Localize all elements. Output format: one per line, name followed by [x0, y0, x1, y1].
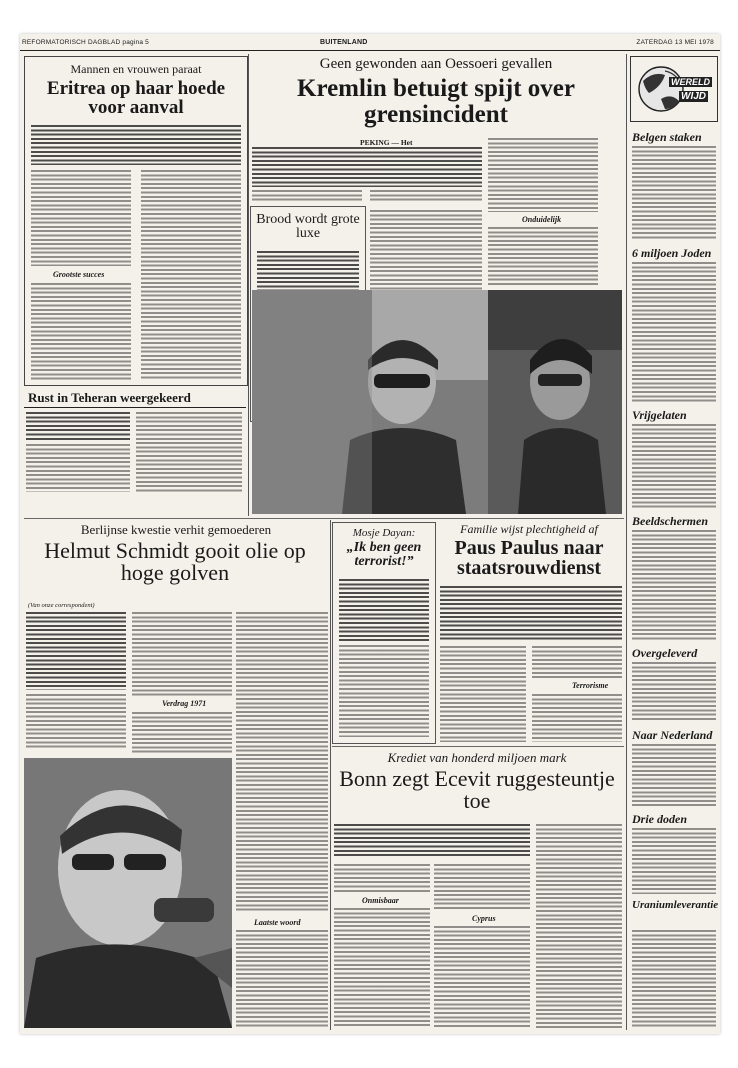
sidebar-item-title: 6 miljoen Joden	[632, 246, 712, 260]
eritrea-subhead: Grootste succes	[53, 270, 105, 279]
schmidt-kicker: Berlijnse kwestie verhit gemoederen	[80, 522, 272, 537]
schmidt-column-3b	[236, 930, 328, 1028]
teheran-rule	[24, 407, 246, 408]
sidebar-item-text	[632, 662, 716, 722]
sidebar-item-text	[632, 828, 716, 894]
paus-column-1	[440, 646, 526, 742]
kremlin-dateline: PEKING — Het	[360, 138, 413, 147]
eritrea-column-1b	[31, 283, 131, 381]
schmidt-subhead-2: Laatste woord	[254, 918, 301, 927]
sidebar-item-text	[632, 530, 716, 640]
eritrea-lead	[31, 125, 241, 165]
schmidt-subhead-1: Verdrag 1971	[162, 699, 207, 708]
sidebar-item-title: Overgeleverd	[632, 646, 698, 660]
sidebar-item-title: Beeldschermen	[632, 514, 708, 528]
kremlin-column-2	[370, 190, 482, 202]
schmidt-column-1	[26, 694, 126, 750]
section-label: BUITENLAND	[320, 39, 368, 46]
ecevit-kicker: Krediet van honderd miljoen mark	[387, 750, 567, 765]
ecevit-column-1	[334, 864, 430, 892]
kremlin-kicker: Geen gewonden aan Oessoeri gevallen	[319, 56, 553, 72]
logo-line-1: WERELD	[671, 77, 710, 87]
schmidt-byline: (Van onze correspondent)	[28, 602, 95, 609]
paus-headline: Paus Paulus naar staatsrouwdienst	[454, 537, 604, 580]
column-divider	[330, 520, 331, 1030]
masthead-rule	[20, 50, 720, 51]
news-photo-left	[252, 290, 488, 514]
section-divider	[24, 518, 624, 519]
kremlin-lead	[252, 147, 482, 187]
ecevit-subhead-2: Cyprus	[472, 914, 496, 923]
ecevit-lead	[334, 824, 530, 858]
kremlin-column-3b	[488, 227, 598, 285]
sidebar-item-title: Drie doden	[632, 812, 687, 826]
ecevit-column-2	[434, 864, 530, 910]
sidebar-item-title: Uraniumleverantie	[632, 899, 719, 911]
paus-kicker: Familie wijst plechtigheid af	[460, 522, 598, 536]
kremlin-column-2b	[370, 210, 482, 290]
page-label: REFORMATORISCH DAGBLAD pagina 5	[22, 39, 149, 46]
schmidt-headline: Helmut Schmidt gooit olie op hoge golven	[44, 538, 306, 586]
ecevit-headline: Bonn zegt Ecevit ruggesteuntje toe	[339, 766, 615, 814]
sidebar-item-text	[632, 424, 716, 508]
date-label: ZATERDAG 13 MEI 1978	[636, 39, 714, 46]
logo-line-2: WIJD	[681, 91, 706, 102]
schmidt-lead	[26, 612, 126, 690]
eritrea-kicker: Mannen en vrouwen paraat	[70, 62, 202, 76]
schmidt-column-2b	[132, 712, 232, 754]
dayan-kicker: Mosje Dayan:	[352, 527, 416, 539]
sidebar-item-text	[632, 146, 716, 240]
brood-lead	[257, 251, 359, 295]
brood-headline: Brood wordt grote luxe	[256, 212, 360, 242]
eritrea-headline: Eritrea op haar hoede voor aanval	[46, 78, 226, 119]
eritrea-column-2	[141, 170, 241, 380]
sidebar-item-text	[632, 262, 716, 402]
kremlin-column-3	[488, 138, 598, 212]
sidebar-item-title: Vrijgelaten	[632, 408, 687, 422]
newspaper-page	[20, 34, 720, 1034]
paus-column-2b	[532, 694, 622, 742]
ecevit-column-1b	[334, 908, 430, 1028]
teheran-column-2	[136, 412, 242, 492]
dayan-lead	[339, 579, 429, 641]
schmidt-column-3	[236, 612, 328, 912]
schmidt-photo	[24, 758, 232, 1028]
wereld-wijd-logo	[630, 56, 718, 122]
kremlin-column-1	[252, 190, 362, 202]
kremlin-subhead-1: Onduidelijk	[522, 215, 562, 224]
teheran-column-1	[26, 444, 130, 492]
eritrea-column-1	[31, 170, 131, 266]
dayan-article	[332, 522, 436, 744]
kremlin-headline: Kremlin betuigt spijt over grensincident	[297, 75, 575, 128]
ecevit-column-2b	[434, 926, 530, 1028]
teheran-headline: Rust in Teheran weergekeerd	[28, 390, 191, 405]
paus-subhead: Terrorisme	[572, 681, 609, 690]
ecevit-subhead-1: Onmisbaar	[362, 896, 399, 905]
eritrea-article	[24, 56, 248, 386]
section-divider	[332, 746, 624, 747]
paus-lead	[440, 586, 622, 642]
sidebar-item-title: Naar Nederland	[632, 728, 713, 742]
dayan-headline: „Ik ben geen terrorist!”	[346, 540, 422, 570]
sidebar-divider	[626, 54, 627, 1030]
sidebar-item-text	[632, 930, 716, 1028]
teheran-lead	[26, 412, 130, 440]
column-divider	[248, 54, 249, 516]
ecevit-column-3	[536, 824, 622, 1028]
dayan-column	[339, 645, 429, 737]
sidebar-item-text	[632, 744, 716, 806]
sidebar-item-title: Belgen staken	[632, 130, 702, 144]
schmidt-column-2	[132, 612, 232, 696]
news-photo-right	[488, 290, 622, 514]
paus-column-2	[532, 646, 622, 678]
